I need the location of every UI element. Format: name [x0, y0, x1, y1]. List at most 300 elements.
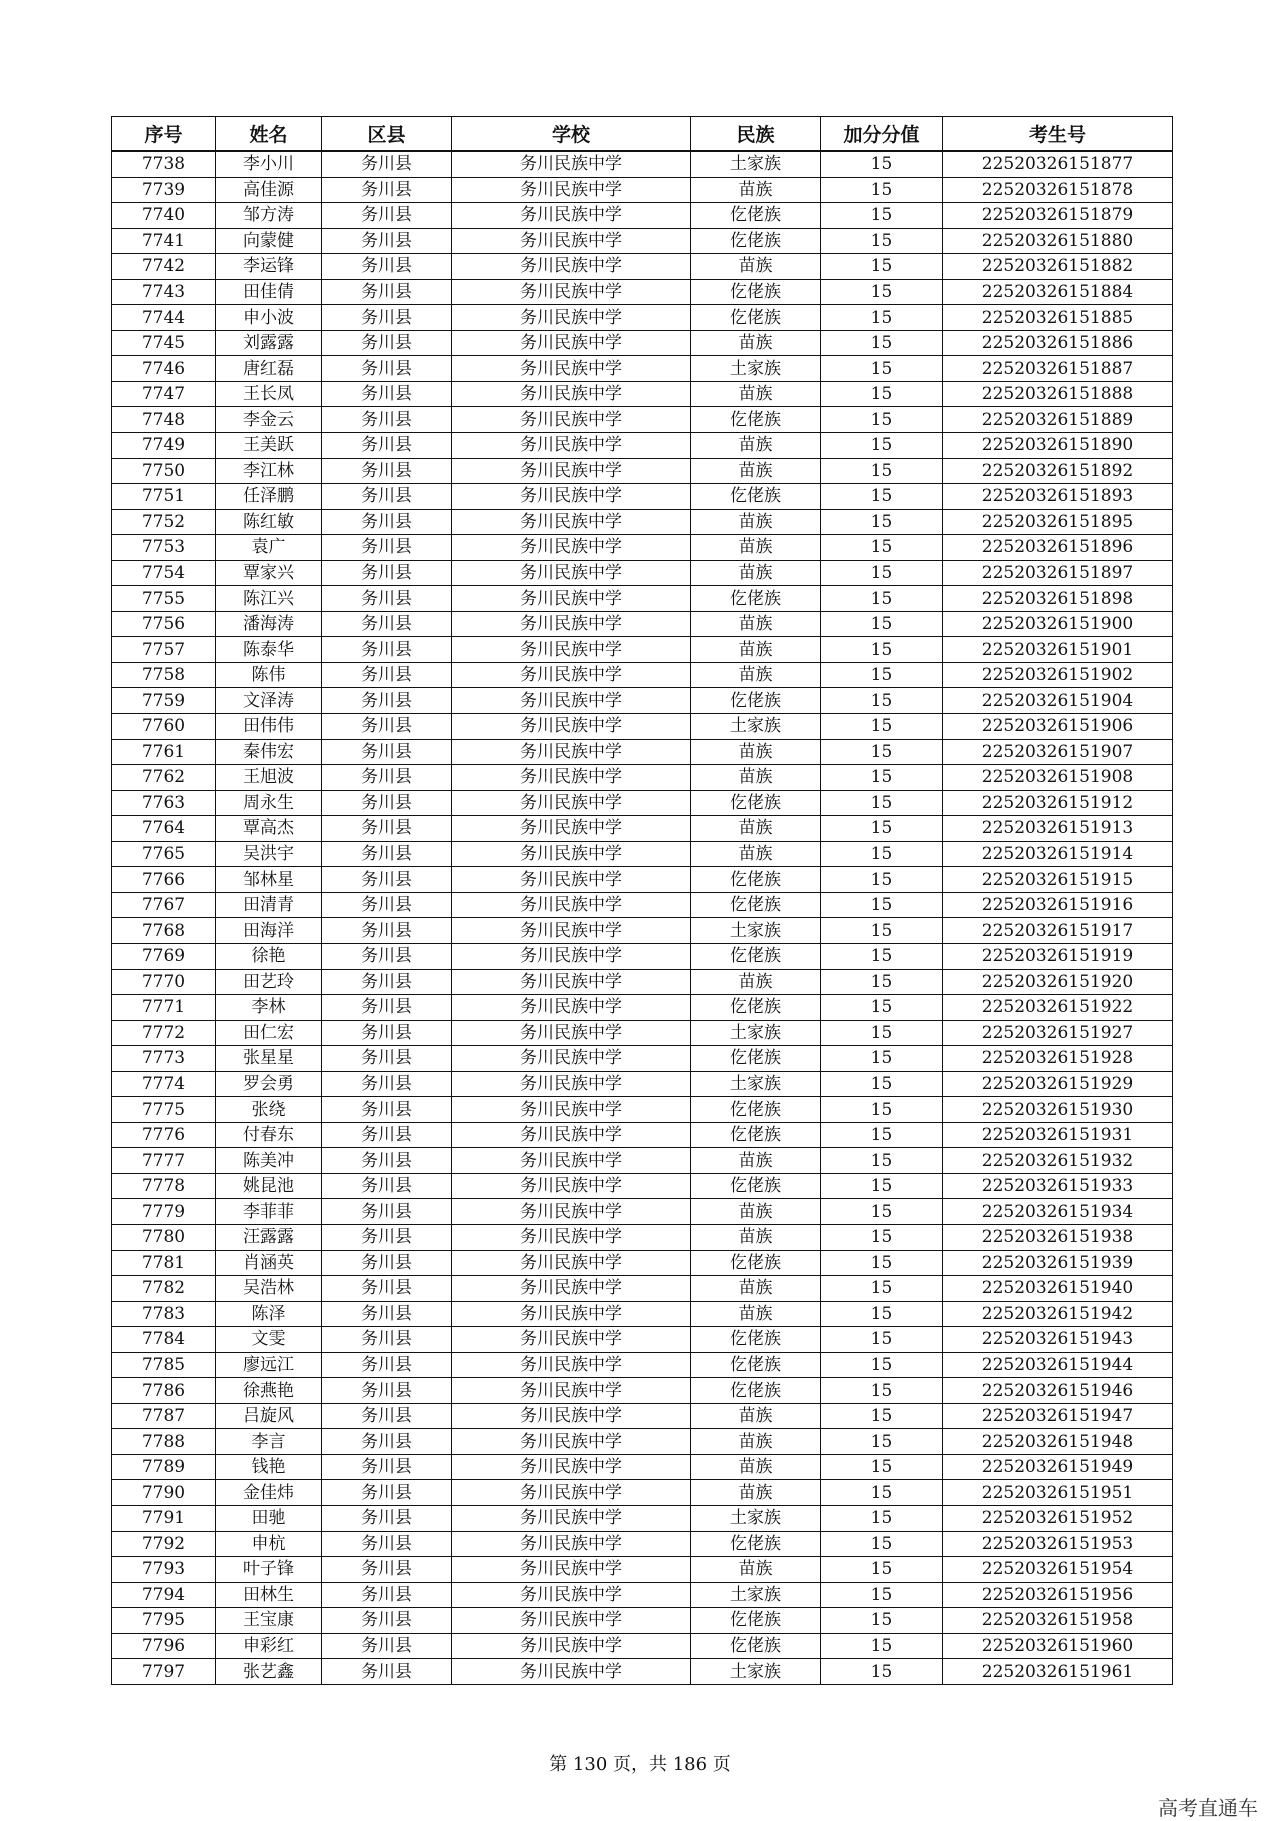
cell-school: 务川民族中学 [452, 1378, 691, 1404]
cell-seq: 7770 [112, 969, 216, 995]
table-row [112, 1327, 1173, 1353]
cell-name: 王美跃 [216, 433, 322, 459]
cell-county: 务川县 [322, 790, 452, 816]
cell-county: 务川县 [322, 1531, 452, 1557]
cell-seq: 7776 [112, 1122, 216, 1148]
cell-seq: 7741 [112, 228, 216, 254]
cell-seq: 7785 [112, 1352, 216, 1378]
cell-ethnicity: 苗族 [691, 458, 821, 484]
cell-school: 务川民族中学 [452, 1557, 691, 1583]
cell-ethnicity: 苗族 [691, 330, 821, 356]
table-row [112, 1071, 1173, 1097]
cell-county: 务川县 [322, 1199, 452, 1225]
cell-school: 务川民族中学 [452, 560, 691, 586]
cell-seq: 7795 [112, 1608, 216, 1634]
cell-name: 田驰 [216, 1505, 322, 1531]
cell-ethnicity: 仡佬族 [691, 407, 821, 433]
table-row [112, 1250, 1173, 1276]
cell-bonus: 15 [821, 1224, 943, 1250]
cell-school: 务川民族中学 [452, 458, 691, 484]
cell-ethnicity: 仡佬族 [691, 1327, 821, 1353]
table-row [112, 254, 1173, 280]
cell-bonus: 15 [821, 1480, 943, 1506]
cell-bonus: 15 [821, 1276, 943, 1302]
cell-county: 务川县 [322, 484, 452, 510]
cell-ethnicity: 土家族 [691, 918, 821, 944]
table-row [112, 458, 1173, 484]
cell-bonus: 15 [821, 969, 943, 995]
table-row [112, 330, 1173, 356]
cell-bonus: 15 [821, 1071, 943, 1097]
cell-name: 张艺鑫 [216, 1659, 322, 1685]
table-row [112, 1199, 1173, 1225]
cell-school: 务川民族中学 [452, 1327, 691, 1353]
cell-school: 务川民族中学 [452, 1224, 691, 1250]
cell-exam-id: 22520326151885 [943, 305, 1173, 331]
table-row [112, 969, 1173, 995]
cell-bonus: 15 [821, 714, 943, 740]
table-row [112, 1046, 1173, 1072]
cell-bonus: 15 [821, 995, 943, 1021]
cell-ethnicity: 仡佬族 [691, 1378, 821, 1404]
header-cell-county: 区县 [322, 117, 452, 152]
cell-bonus: 15 [821, 203, 943, 229]
cell-county: 务川县 [322, 1403, 452, 1429]
cell-school: 务川民族中学 [452, 790, 691, 816]
cell-name: 姚昆池 [216, 1173, 322, 1199]
table-row [112, 1301, 1173, 1327]
cell-exam-id: 22520326151927 [943, 1020, 1173, 1046]
cell-bonus: 15 [821, 1020, 943, 1046]
cell-school: 务川民族中学 [452, 1173, 691, 1199]
cell-school: 务川民族中学 [452, 1071, 691, 1097]
cell-ethnicity: 苗族 [691, 381, 821, 407]
cell-seq: 7778 [112, 1173, 216, 1199]
cell-ethnicity: 苗族 [691, 1276, 821, 1302]
cell-name: 覃家兴 [216, 560, 322, 586]
cell-exam-id: 22520326151913 [943, 816, 1173, 842]
cell-bonus: 15 [821, 254, 943, 280]
cell-name: 王长凤 [216, 381, 322, 407]
cell-ethnicity: 苗族 [691, 637, 821, 663]
cell-school: 务川民族中学 [452, 586, 691, 612]
cell-exam-id: 22520326151958 [943, 1608, 1173, 1634]
cell-name: 李小川 [216, 151, 322, 177]
table-row [112, 560, 1173, 586]
cell-exam-id: 22520326151951 [943, 1480, 1173, 1506]
cell-exam-id: 22520326151879 [943, 203, 1173, 229]
cell-name: 高佳源 [216, 177, 322, 203]
cell-exam-id: 22520326151938 [943, 1224, 1173, 1250]
cell-school: 务川民族中学 [452, 254, 691, 280]
cell-name: 王旭波 [216, 765, 322, 791]
cell-seq: 7789 [112, 1454, 216, 1480]
cell-bonus: 15 [821, 765, 943, 791]
cell-name: 李言 [216, 1429, 322, 1455]
cell-county: 务川县 [322, 1378, 452, 1404]
cell-school: 务川民族中学 [452, 1608, 691, 1634]
cell-exam-id: 22520326151902 [943, 662, 1173, 688]
cell-school: 务川民族中学 [452, 1454, 691, 1480]
cell-county: 务川县 [322, 1250, 452, 1276]
cell-county: 务川县 [322, 1301, 452, 1327]
cell-exam-id: 22520326151886 [943, 330, 1173, 356]
cell-seq: 7765 [112, 841, 216, 867]
table-row [112, 1173, 1173, 1199]
cell-school: 务川民族中学 [452, 1122, 691, 1148]
cell-exam-id: 22520326151953 [943, 1531, 1173, 1557]
cell-bonus: 15 [821, 484, 943, 510]
cell-exam-id: 22520326151949 [943, 1454, 1173, 1480]
table-row [112, 1480, 1173, 1506]
table-body [112, 151, 1173, 1684]
cell-name: 肖涵英 [216, 1250, 322, 1276]
cell-county: 务川县 [322, 228, 452, 254]
cell-seq: 7783 [112, 1301, 216, 1327]
cell-school: 务川民族中学 [452, 943, 691, 969]
cell-ethnicity: 苗族 [691, 509, 821, 535]
cell-county: 务川县 [322, 203, 452, 229]
table-row [112, 1148, 1173, 1174]
cell-ethnicity: 苗族 [691, 535, 821, 561]
cell-county: 务川县 [322, 841, 452, 867]
cell-ethnicity: 苗族 [691, 739, 821, 765]
cell-bonus: 15 [821, 305, 943, 331]
cell-county: 务川县 [322, 765, 452, 791]
cell-bonus: 15 [821, 1403, 943, 1429]
cell-bonus: 15 [821, 662, 943, 688]
cell-exam-id: 22520326151929 [943, 1071, 1173, 1097]
cell-name: 陈红敏 [216, 509, 322, 535]
cell-bonus: 15 [821, 1148, 943, 1174]
cell-name: 申彩红 [216, 1633, 322, 1659]
cell-name: 任泽鹏 [216, 484, 322, 510]
cell-bonus: 15 [821, 458, 943, 484]
table-row [112, 203, 1173, 229]
cell-name: 汪露露 [216, 1224, 322, 1250]
header-cell-ethnicity: 民族 [691, 117, 821, 152]
table-row [112, 356, 1173, 382]
cell-bonus: 15 [821, 1327, 943, 1353]
cell-seq: 7748 [112, 407, 216, 433]
cell-name: 陈泰华 [216, 637, 322, 663]
cell-bonus: 15 [821, 535, 943, 561]
cell-exam-id: 22520326151889 [943, 407, 1173, 433]
cell-seq: 7740 [112, 203, 216, 229]
table-row [112, 688, 1173, 714]
cell-name: 文泽涛 [216, 688, 322, 714]
cell-exam-id: 22520326151915 [943, 867, 1173, 893]
cell-school: 务川民族中学 [452, 1301, 691, 1327]
cell-county: 务川县 [322, 407, 452, 433]
cell-seq: 7794 [112, 1582, 216, 1608]
cell-bonus: 15 [821, 688, 943, 714]
cell-school: 务川民族中学 [452, 1199, 691, 1225]
cell-name: 张绕 [216, 1097, 322, 1123]
cell-school: 务川民族中学 [452, 279, 691, 305]
cell-school: 务川民族中学 [452, 995, 691, 1021]
table-row [112, 509, 1173, 535]
table-row [112, 535, 1173, 561]
table-row [112, 816, 1173, 842]
cell-ethnicity: 土家族 [691, 714, 821, 740]
cell-exam-id: 22520326151887 [943, 356, 1173, 382]
cell-county: 务川县 [322, 1454, 452, 1480]
cell-ethnicity: 仡佬族 [691, 586, 821, 612]
cell-name: 申杭 [216, 1531, 322, 1557]
cell-school: 务川民族中学 [452, 228, 691, 254]
header-cell-bonus: 加分分值 [821, 117, 943, 152]
cell-name: 田佳倩 [216, 279, 322, 305]
cell-county: 务川县 [322, 1608, 452, 1634]
cell-school: 务川民族中学 [452, 688, 691, 714]
cell-ethnicity: 苗族 [691, 1224, 821, 1250]
table-row [112, 1276, 1173, 1302]
cell-exam-id: 22520326151908 [943, 765, 1173, 791]
cell-name: 覃高杰 [216, 816, 322, 842]
cell-seq: 7786 [112, 1378, 216, 1404]
cell-exam-id: 22520326151940 [943, 1276, 1173, 1302]
cell-ethnicity: 仡佬族 [691, 203, 821, 229]
table-row [112, 892, 1173, 918]
cell-seq: 7775 [112, 1097, 216, 1123]
cell-seq: 7743 [112, 279, 216, 305]
cell-ethnicity: 仡佬族 [691, 279, 821, 305]
cell-name: 邹林星 [216, 867, 322, 893]
table-row [112, 1122, 1173, 1148]
cell-county: 务川县 [322, 943, 452, 969]
cell-ethnicity: 仡佬族 [691, 1531, 821, 1557]
cell-exam-id: 22520326151946 [943, 1378, 1173, 1404]
cell-seq: 7774 [112, 1071, 216, 1097]
cell-school: 务川民族中学 [452, 841, 691, 867]
cell-ethnicity: 仡佬族 [691, 688, 821, 714]
cell-exam-id: 22520326151901 [943, 637, 1173, 663]
cell-exam-id: 22520326151907 [943, 739, 1173, 765]
cell-county: 务川县 [322, 995, 452, 1021]
cell-name: 李金云 [216, 407, 322, 433]
cell-ethnicity: 苗族 [691, 841, 821, 867]
cell-school: 务川民族中学 [452, 1505, 691, 1531]
cell-ethnicity: 仡佬族 [691, 1097, 821, 1123]
cell-name: 田海洋 [216, 918, 322, 944]
cell-seq: 7749 [112, 433, 216, 459]
cell-bonus: 15 [821, 943, 943, 969]
cell-seq: 7779 [112, 1199, 216, 1225]
cell-county: 务川县 [322, 637, 452, 663]
cell-school: 务川民族中学 [452, 330, 691, 356]
cell-exam-id: 22520326151896 [943, 535, 1173, 561]
cell-name: 张星星 [216, 1046, 322, 1072]
cell-school: 务川民族中学 [452, 918, 691, 944]
cell-ethnicity: 仡佬族 [691, 228, 821, 254]
cell-seq: 7762 [112, 765, 216, 791]
cell-name: 田艺玲 [216, 969, 322, 995]
cell-name: 付春东 [216, 1122, 322, 1148]
cell-ethnicity: 苗族 [691, 1301, 821, 1327]
cell-bonus: 15 [821, 841, 943, 867]
cell-school: 务川民族中学 [452, 484, 691, 510]
cell-exam-id: 22520326151878 [943, 177, 1173, 203]
cell-county: 务川县 [322, 458, 452, 484]
cell-bonus: 15 [821, 586, 943, 612]
cell-name: 廖远江 [216, 1352, 322, 1378]
cell-ethnicity: 土家族 [691, 1582, 821, 1608]
cell-bonus: 15 [821, 1505, 943, 1531]
cell-school: 务川民族中学 [452, 816, 691, 842]
cell-ethnicity: 仡佬族 [691, 995, 821, 1021]
cell-school: 务川民族中学 [452, 739, 691, 765]
table-row [112, 765, 1173, 791]
table-row [112, 484, 1173, 510]
cell-county: 务川县 [322, 1582, 452, 1608]
cell-seq: 7797 [112, 1659, 216, 1685]
cell-seq: 7773 [112, 1046, 216, 1072]
table-row [112, 407, 1173, 433]
cell-county: 务川县 [322, 509, 452, 535]
cell-name: 田林生 [216, 1582, 322, 1608]
cell-ethnicity: 仡佬族 [691, 1633, 821, 1659]
cell-bonus: 15 [821, 918, 943, 944]
table-row [112, 918, 1173, 944]
cell-school: 务川民族中学 [452, 1046, 691, 1072]
cell-county: 务川县 [322, 1327, 452, 1353]
cell-exam-id: 22520326151952 [943, 1505, 1173, 1531]
cell-county: 务川县 [322, 1505, 452, 1531]
cell-county: 务川县 [322, 1046, 452, 1072]
header-cell-exam-id: 考生号 [943, 117, 1173, 152]
cell-school: 务川民族中学 [452, 969, 691, 995]
cell-exam-id: 22520326151931 [943, 1122, 1173, 1148]
cell-school: 务川民族中学 [452, 1480, 691, 1506]
cell-school: 务川民族中学 [452, 1020, 691, 1046]
cell-bonus: 15 [821, 790, 943, 816]
cell-county: 务川县 [322, 688, 452, 714]
cell-school: 务川民族中学 [452, 1633, 691, 1659]
cell-bonus: 15 [821, 1531, 943, 1557]
cell-school: 务川民族中学 [452, 1531, 691, 1557]
cell-exam-id: 22520326151956 [943, 1582, 1173, 1608]
table-row [112, 1378, 1173, 1404]
cell-seq: 7768 [112, 918, 216, 944]
cell-seq: 7739 [112, 177, 216, 203]
cell-ethnicity: 苗族 [691, 969, 821, 995]
cell-county: 务川县 [322, 662, 452, 688]
cell-county: 务川县 [322, 1071, 452, 1097]
cell-ethnicity: 苗族 [691, 1557, 821, 1583]
cell-school: 务川民族中学 [452, 611, 691, 637]
cell-exam-id: 22520326151961 [943, 1659, 1173, 1685]
cell-exam-id: 22520326151933 [943, 1173, 1173, 1199]
cell-bonus: 15 [821, 407, 943, 433]
cell-school: 务川民族中学 [452, 1429, 691, 1455]
cell-county: 务川县 [322, 1352, 452, 1378]
table-row [112, 611, 1173, 637]
cell-school: 务川民族中学 [452, 305, 691, 331]
cell-seq: 7796 [112, 1633, 216, 1659]
cell-exam-id: 22520326151906 [943, 714, 1173, 740]
cell-bonus: 15 [821, 1097, 943, 1123]
cell-name: 袁广 [216, 535, 322, 561]
cell-name: 吴洪宇 [216, 841, 322, 867]
cell-exam-id: 22520326151895 [943, 509, 1173, 535]
cell-ethnicity: 仡佬族 [691, 1046, 821, 1072]
table-row [112, 637, 1173, 663]
cell-seq: 7781 [112, 1250, 216, 1276]
table-row [112, 1582, 1173, 1608]
cell-exam-id: 22520326151916 [943, 892, 1173, 918]
cell-ethnicity: 苗族 [691, 662, 821, 688]
table-row [112, 1505, 1173, 1531]
cell-seq: 7745 [112, 330, 216, 356]
cell-exam-id: 22520326151884 [943, 279, 1173, 305]
cell-seq: 7742 [112, 254, 216, 280]
cell-name: 李江林 [216, 458, 322, 484]
table-row [112, 714, 1173, 740]
cell-exam-id: 22520326151944 [943, 1352, 1173, 1378]
cell-ethnicity: 仡佬族 [691, 1352, 821, 1378]
cell-bonus: 15 [821, 1633, 943, 1659]
cell-ethnicity: 仡佬族 [691, 1608, 821, 1634]
cell-bonus: 15 [821, 1352, 943, 1378]
cell-school: 务川民族中学 [452, 765, 691, 791]
cell-exam-id: 22520326151960 [943, 1633, 1173, 1659]
cell-name: 申小波 [216, 305, 322, 331]
cell-ethnicity: 苗族 [691, 1480, 821, 1506]
cell-seq: 7764 [112, 816, 216, 842]
cell-exam-id: 22520326151919 [943, 943, 1173, 969]
cell-ethnicity: 仡佬族 [691, 305, 821, 331]
cell-bonus: 15 [821, 1557, 943, 1583]
cell-name: 文雯 [216, 1327, 322, 1353]
cell-name: 唐红磊 [216, 356, 322, 382]
cell-bonus: 15 [821, 381, 943, 407]
cell-bonus: 15 [821, 739, 943, 765]
cell-exam-id: 22520326151888 [943, 381, 1173, 407]
cell-ethnicity: 苗族 [691, 560, 821, 586]
cell-exam-id: 22520326151917 [943, 918, 1173, 944]
cell-county: 务川县 [322, 1097, 452, 1123]
cell-school: 务川民族中学 [452, 509, 691, 535]
cell-name: 金佳炜 [216, 1480, 322, 1506]
cell-county: 务川县 [322, 305, 452, 331]
cell-ethnicity: 土家族 [691, 356, 821, 382]
cell-ethnicity: 土家族 [691, 1071, 821, 1097]
cell-name: 李菲菲 [216, 1199, 322, 1225]
watermark: 高考直通车 [1158, 1796, 1258, 1820]
cell-ethnicity: 苗族 [691, 433, 821, 459]
cell-seq: 7744 [112, 305, 216, 331]
cell-county: 务川县 [322, 611, 452, 637]
cell-name: 田伟伟 [216, 714, 322, 740]
cell-seq: 7757 [112, 637, 216, 663]
table-row [112, 1224, 1173, 1250]
cell-seq: 7759 [112, 688, 216, 714]
cell-county: 务川县 [322, 1148, 452, 1174]
cell-county: 务川县 [322, 739, 452, 765]
cell-seq: 7755 [112, 586, 216, 612]
cell-seq: 7758 [112, 662, 216, 688]
cell-name: 陈泽 [216, 1301, 322, 1327]
cell-seq: 7787 [112, 1403, 216, 1429]
table-row [112, 279, 1173, 305]
cell-seq: 7760 [112, 714, 216, 740]
cell-seq: 7788 [112, 1429, 216, 1455]
cell-name: 王宝康 [216, 1608, 322, 1634]
cell-ethnicity: 土家族 [691, 1505, 821, 1531]
cell-seq: 7761 [112, 739, 216, 765]
table-row [112, 151, 1173, 177]
